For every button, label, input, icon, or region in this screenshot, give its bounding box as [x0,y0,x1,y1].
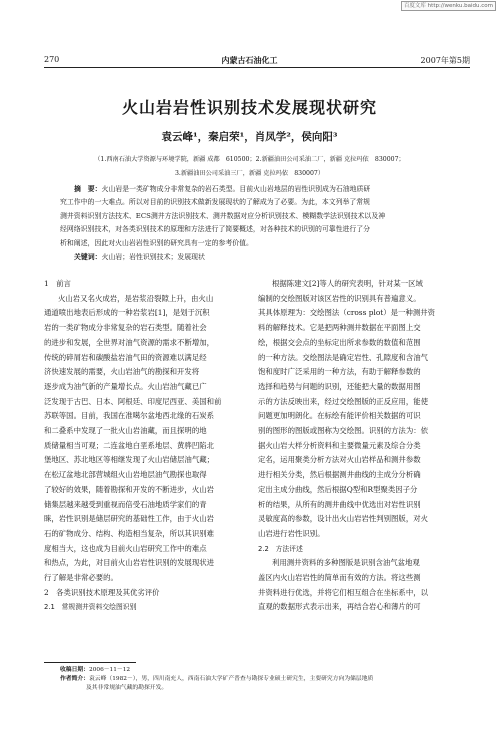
text-line: 示的方法反映出来，经过交绘图版的正反应用，能使 [258,396,428,406]
abstract-label: 摘 要： [74,185,102,193]
text-line: 传统的碎屑岩和碳酸盐岩油气田的资源难以满足经 [44,352,207,362]
abstract-line: 经网络识别技术，对各类识别技术的原理和方法进行了简要概述，对各种技术的识别的可靠性进行了分 [60,225,371,234]
affiliation-line-1: （1.西南石油大学资源与环境学院，新疆 成都 610500；2.新疆油田公司采油二厂，新疆 克拉玛依 830007； [94,156,405,163]
text-line: 盖区内火山岩岩性的简单而有效的方法。将这些测 [258,573,421,583]
text-line: 逐步成为油气新的产量增长点。火山岩油气藏已广 [44,381,207,391]
text-line: 的进步和发展，全世界对油气资源的需求不断增加， [44,337,214,347]
section-heading-1: 1 前言 [44,279,71,288]
abstract-line: 析和阐述，因此对火山岩岩性识别的研究具有一定的参考价值。 [60,238,253,247]
author-list: 袁云峰¹，秦启荣¹，肖凤学²，侯向阳³ [161,131,338,143]
text-line: 了较好的效果，随着勘探和开发的不断进步，火山岩 [44,484,214,494]
text-line: 直观的数据形式表示出来，再结合岩心和薄片的可 [258,602,421,612]
received-date: 2006－11－12 [89,667,131,673]
text-line: 苏联等国。目前，我国在准噶尔盆地西北缘的石炭系 [44,411,214,421]
abstract [60,183,455,250]
watermark: 百度文库 http://wenku.baidu.com [401,1,496,11]
abstract-line: 火山岩是一类矿物成分非常复杂的岩石类型。目前火山岩地层的岩性识别成为石油地质研 [101,185,371,193]
text-line: 别的图形的图版或图称为交绘图。识别的方法为：依 [258,426,428,436]
footnote [60,666,460,693]
header-rule [44,67,470,68]
text-line: 在松辽盆地北部营城组火山岩地层油气勘探也取得 [44,470,207,480]
text-line: 山岩进行岩性识别。 [258,528,325,538]
page-number: 270 [44,55,60,64]
text-line: 石的矿物成分、结构、构造相当复杂，所以其识别难 [44,528,214,538]
text-line: 和热点，为此，对目前火山岩岩性识别的发展现状进 [44,558,214,568]
subsection-heading-2-1: 2.1 常规测井资料交绘图识别 [44,603,137,612]
text-line: 岩的一类矿物成分非常复杂的岩石类型。随着社会 [44,323,207,333]
abstract-line: 究工作中的一大难点。所以对目前的识别技术做新发展现状的了解成为了必要。为此，本文列举了常规 [60,198,371,207]
affiliation-line-2: 3.新疆油田公司采油三厂，新疆 克拉玛依 830007） [174,170,325,177]
text-line: 进行相关分类，然后根据测井曲线的主成分分析确 [258,470,421,480]
abstract-line: 测井资料识别方法技术、ECS测井方法识别技术、测井数据对应分析识别技术、模糊数学法识别技术以及神 [60,211,386,220]
text-line: 根据陈建文[2]等人的研究表明，针对某一区域 [272,279,423,288]
text-line: 定出主成分曲线，然后根据Q型和R型聚类因子分 [258,484,418,494]
right-column [258,277,470,615]
keywords-label: 关键词： [74,253,102,261]
received-label: 收稿日期： [60,667,89,673]
text-line: 析的结果，从所有的测井曲线中优选出对岩性识别 [258,499,421,509]
text-line: 料的解释技术。它是把两种测井数据在平面图上交 [258,323,421,333]
text-line: 利用测井资料的多种图版是识别含油气盆地观 [272,558,420,568]
text-line: 选择和趋势与问题的识别，还能把大量的数据用图 [258,381,421,391]
text-line: 火山岩又名火成岩，是岩浆沿裂隙上升，由火山 [58,293,214,303]
text-line: 饱和度时广泛采用的一种方法，有助于解释参数的 [258,367,421,377]
text-line: 通道喷出地表后形成的一种岩浆岩[1]，是划于沉积 [44,308,210,318]
keywords-text: 火山岩；岩性识别技术；发展现状 [101,253,205,261]
text-line: 绘，根据交会点的坐标定出所求参数的数值和范围 [258,337,421,347]
text-line: 灵敏度高的参数，设计出火山岩岩性判别图版，对火 [258,514,428,524]
text-line: 和二叠系中发现了一批火山岩油藏，而且探明的地 [44,426,207,436]
issue-label: 2007年第5期 [420,56,470,65]
keywords [60,251,455,261]
text-line: 井资料进行优选，并将它们相互组合在坐标系中，以 [258,587,428,597]
text-line: 济快速发展的需要，火山岩油气的勘探和开发将 [44,367,200,377]
text-line: 储集层越来越受到重视而倍受石油地质学家们的青 [44,499,207,509]
section-heading-2: 2 各类识别技术原理及其优劣评价 [44,587,160,597]
paragraph-intro [44,292,249,586]
text-line: 定名，运用聚类分析方法对火山岩样品和测井参数 [258,455,421,465]
journal-name: 内蒙古石油化工 [221,55,278,65]
text-line: 其具体原理为：交绘图法（cross plot）是一种测井资 [258,308,435,318]
text-line: 质储量相当可观；二连盆地白垩系地层、黄骅凹陷北 [44,440,214,450]
author-bio-line: 及其非常规油气藏的勘探开发。 [86,685,168,691]
text-line: 据火山岩大样分析资料和主要微量元素及综合分类 [258,440,421,450]
text-line: 的一种方法。交绘图法是确定岩性、孔隙度和含油气 [258,352,428,362]
text-line: 睐，岩性识别是储层研究的基础性工作，由于火山岩 [44,514,214,524]
subsection-heading-2-2: 2.2 方法评述 [258,544,303,553]
author-bio-line: 袁云峰（1982－），男，四川南充人，西南石油大学矿产普查与勘探专业硕士研究生，主要研究方向为储层地质 [89,676,374,682]
author-bio-label: 作者简介： [60,676,89,682]
text-line: 编制的交绘图版对该区岩性的识别具有普遍意义。 [258,293,421,303]
left-column [44,277,249,615]
paper-title: 火山岩岩性识别技术发展现状研究 [121,98,377,117]
footnote-rule [44,662,136,663]
text-line: 行了解是非常必要的。 [44,573,118,583]
text-line: 泛发现于古巴、日本、阿根廷、印度尼西亚、美国和前 [44,396,222,406]
text-line: 堡地区、苏北地区等相继发现了火山岩储层油气藏； [44,455,214,465]
text-line: 度相当大，这也成为目前火山岩研究工作中的难点 [44,543,207,553]
text-line: 问题更加明朗化。在标绘有能评价相关数据的可识 [258,411,421,421]
